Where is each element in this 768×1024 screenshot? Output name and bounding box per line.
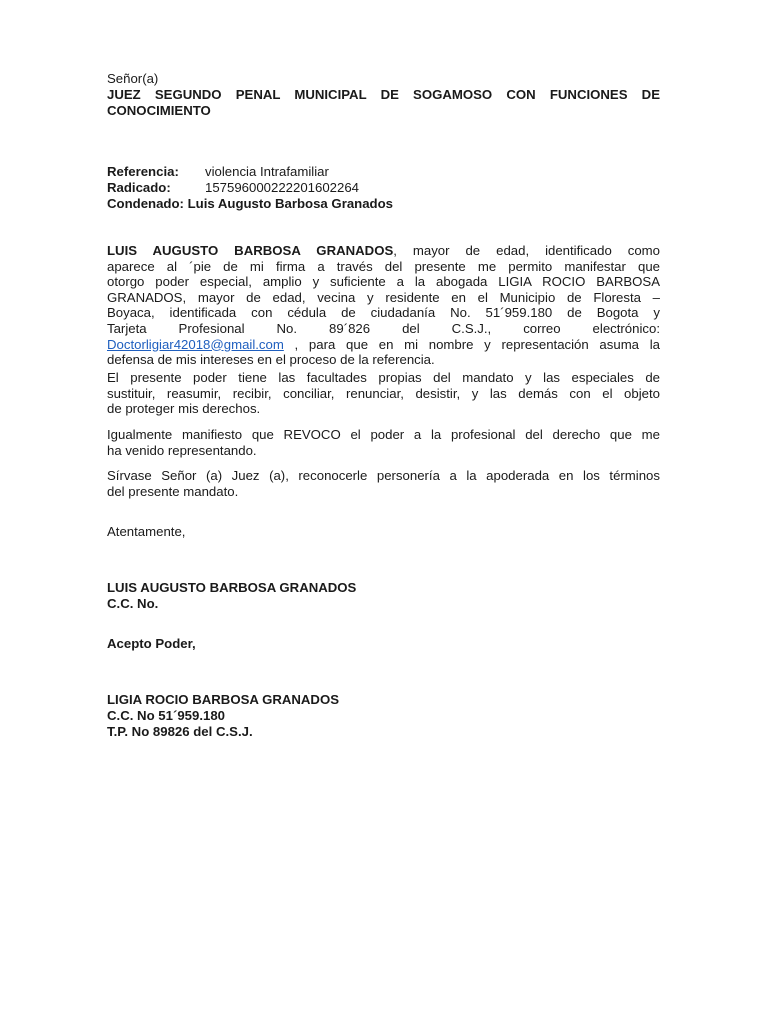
addressee-line-2: CONOCIMIENTO xyxy=(107,103,211,118)
addressee-line-1: JUEZ SEGUNDO PENAL MUNICIPAL DE SOGAMOSO CON FUNCIONES DE xyxy=(107,87,660,102)
paragraph-faculties xyxy=(107,370,660,417)
signer-name: LUIS AUGUSTO BARBOSA GRANADOS xyxy=(107,580,357,595)
p1-line-8: defensa de mis intereses en el proceso de la referencia. xyxy=(107,352,435,368)
p4-line-1: Sírvase Señor (a) Juez (a), reconocerle personería a la apoderada en los términos xyxy=(107,468,660,483)
acceptance-line: Acepto Poder, xyxy=(107,636,196,651)
p1-line-4: GRANADOS, mayor de edad, vecina y residente en el Municipio de Floresta – xyxy=(107,289,660,305)
p3-line-1: Igualmente manifiesto que REVOCO el poder a la profesional del derecho que me xyxy=(107,427,660,442)
radicado-value: 157596000222201602264 xyxy=(205,180,360,195)
condenado-line: Condenado: Luis Augusto Barbosa Granados xyxy=(107,196,393,211)
p1-line-1-text: , mayor de edad, identificado como xyxy=(393,243,660,258)
paragraph-revocation xyxy=(107,427,660,458)
referencia-row xyxy=(107,164,660,180)
reference-block xyxy=(107,164,660,212)
paragraph-request xyxy=(107,468,660,499)
p1-line-6: Tarjeta Profesional No. 89´826 del C.S.J., correo electrónico: xyxy=(107,320,660,336)
grantor-signature xyxy=(107,580,660,612)
p3-line-2: ha venido representando. xyxy=(107,442,257,458)
attorney-name: LIGIA ROCIO BARBOSA GRANADOS xyxy=(107,692,340,707)
signer-cc: C.C. No. xyxy=(107,596,159,611)
attorney-tp: T.P. No 89826 del C.S.J. xyxy=(107,724,253,739)
p2-line-1: El presente poder tiene las facultades propias del mandato y las especiales de xyxy=(107,370,660,385)
attorney-signature xyxy=(107,692,660,740)
paragraph-power-of-attorney xyxy=(107,243,660,368)
p4-line-2: del presente mandato. xyxy=(107,483,239,499)
grantor-name: LUIS AUGUSTO BARBOSA GRANADOS xyxy=(107,243,394,258)
p1-line-3: otorgo poder especial, amplio y suficiente a la abogada LIGIA ROCIO BARBOSA xyxy=(107,274,660,290)
p2-line-2: sustituir, reasumir, recibir, conciliar, renunciar, desistir, y las demás con el objeto xyxy=(107,385,660,401)
p1-line-7-text: , para que en mi nombre y representación asuma la xyxy=(283,336,660,352)
salutation: Señor(a) xyxy=(107,71,159,86)
p2-line-3: de proteger mis derechos. xyxy=(107,401,261,417)
attorney-cc: C.C. No 51´959.180 xyxy=(107,708,226,723)
p1-line-7 xyxy=(107,337,660,353)
referencia-label: Referencia: xyxy=(107,164,179,179)
radicado-label: Radicado: xyxy=(107,180,171,195)
email-link[interactable]: Doctorligiar42018@gmail.com xyxy=(107,336,284,352)
addressee xyxy=(107,87,660,119)
p1-line-1 xyxy=(107,243,660,259)
radicado-row xyxy=(107,180,660,196)
p1-line-2: aparece al ´pie de mi firma a través del presente me permito manifestar que xyxy=(107,258,660,274)
p1-line-5: Boyaca, identificada con cédula de ciudadanía No. 51´959.180 de Bogota y xyxy=(107,305,660,321)
referencia-value: violencia Intrafamiliar xyxy=(205,164,329,179)
farewell: Atentamente, xyxy=(107,524,186,539)
